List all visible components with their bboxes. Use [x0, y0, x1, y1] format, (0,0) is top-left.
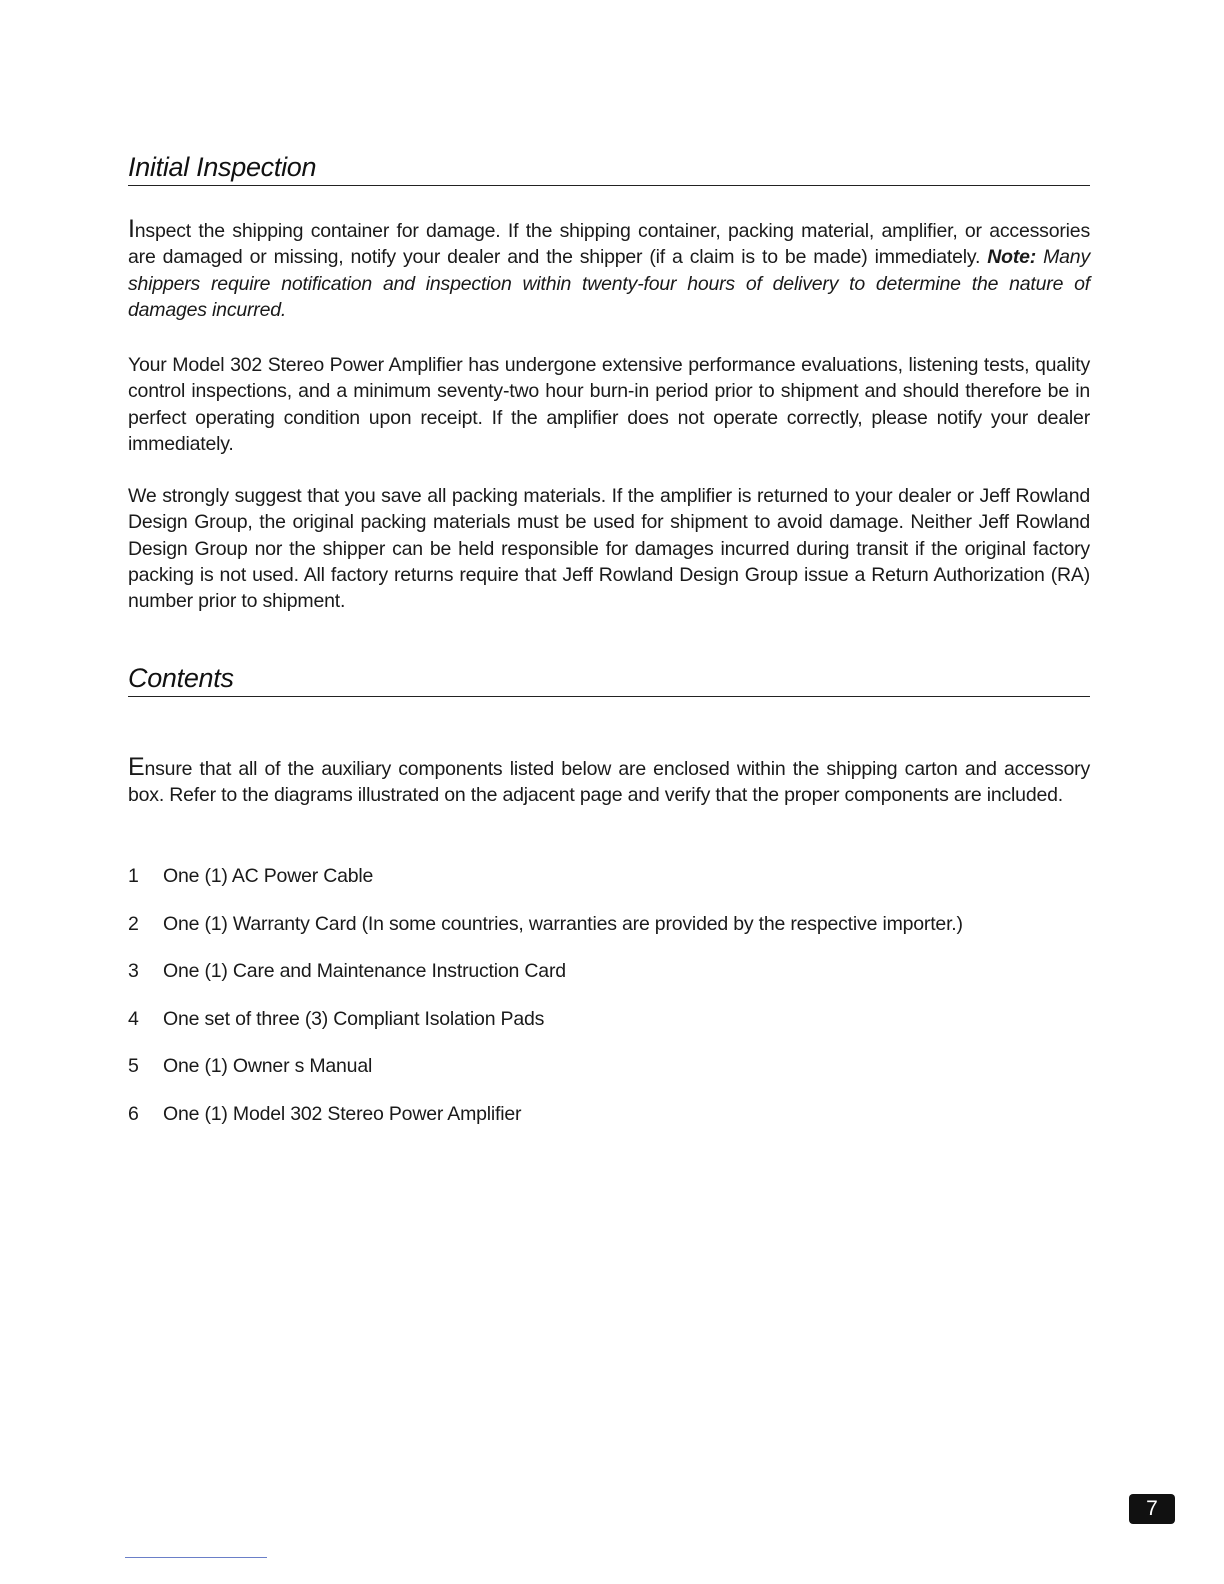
list-item-number: 4 — [128, 1007, 139, 1030]
inspection-paragraph-3: We strongly suggest that you save all packing materials. If the amplifier is returned to your dealer or Jeff Rowland Design Group, the original packing materials must be used for shipment to avoid damage. Neither Jeff Rowland Design Group nor the shipper can be held responsible for damages incurred during transit if the original factory packing is not used. All factory returns require that Jeff Rowland Design Group issue a Return Authorization (RA) number prior to shipment. — [128, 485, 1090, 613]
list-item-number: 2 — [128, 912, 139, 935]
list-item-number: 6 — [128, 1102, 139, 1125]
inspection-paragraph-1 — [128, 215, 1090, 323]
list-item — [128, 862, 1090, 910]
initial-inspection-heading: Initial Inspection — [128, 151, 1090, 186]
list-item-text: One (1) AC Power Cable — [163, 865, 374, 887]
page-number-badge: 7 — [1129, 1494, 1175, 1524]
list-item-text: One (1) Warranty Card (In some countries, warranties are provided by the respective importer.) — [163, 912, 963, 935]
list-item-text: One (1) Model 302 Stereo Power Amplifier — [163, 1102, 522, 1125]
footer-divider — [125, 1557, 267, 1558]
note-text: Many shippers require notification and inspection within twenty-four hours of delivery to determine the nature of damages incurred. — [128, 246, 1090, 321]
contents-intro-text: nsure that all of the auxiliary components listed below are enclosed within the shipping carton and accessory box. Refer to the diagrams illustrated on the adjacent page and verify that the proper components are included. — [128, 758, 1090, 807]
contents-heading: Contents — [128, 662, 1090, 697]
contents-intro-paragraph — [128, 753, 1090, 809]
list-item-number: 1 — [128, 865, 139, 887]
list-item — [128, 1052, 1090, 1100]
dropcap-letter: I — [128, 215, 135, 243]
inspection-paragraph-1-text: nspect the shipping container for damage. If the shipping container, packing material, amplifier, or accessories are damaged or missing, notify your dealer and the shipper (if a claim is to be made) immediately. — [128, 220, 1090, 269]
list-item-text: One (1) Care and Maintenance Instruction Card — [163, 960, 566, 983]
list-item — [128, 1100, 1090, 1148]
list-item — [128, 957, 1090, 1005]
list-item-text: One set of three (3) Compliant Isolation Pads — [163, 1007, 545, 1030]
list-item-text: One (1) Owner s Manual — [163, 1055, 373, 1078]
list-item-number: 3 — [128, 960, 139, 983]
contents-list — [128, 862, 1090, 1148]
list-item — [128, 910, 1090, 958]
list-item — [128, 1005, 1090, 1053]
dropcap-letter: E — [128, 753, 145, 781]
list-item-number: 5 — [128, 1055, 139, 1078]
note-label: Note: — [987, 246, 1037, 269]
inspection-paragraph-2: Your Model 302 Stereo Power Amplifier has undergone extensive performance evaluations, listening tests, quality control inspections, and a minimum seventy-two hour burn-in period prior to shipment and should therefore be in perfect operating condition upon receipt. If the amplifier does not operate correctly, please notify your dealer immediately. — [128, 354, 1090, 455]
